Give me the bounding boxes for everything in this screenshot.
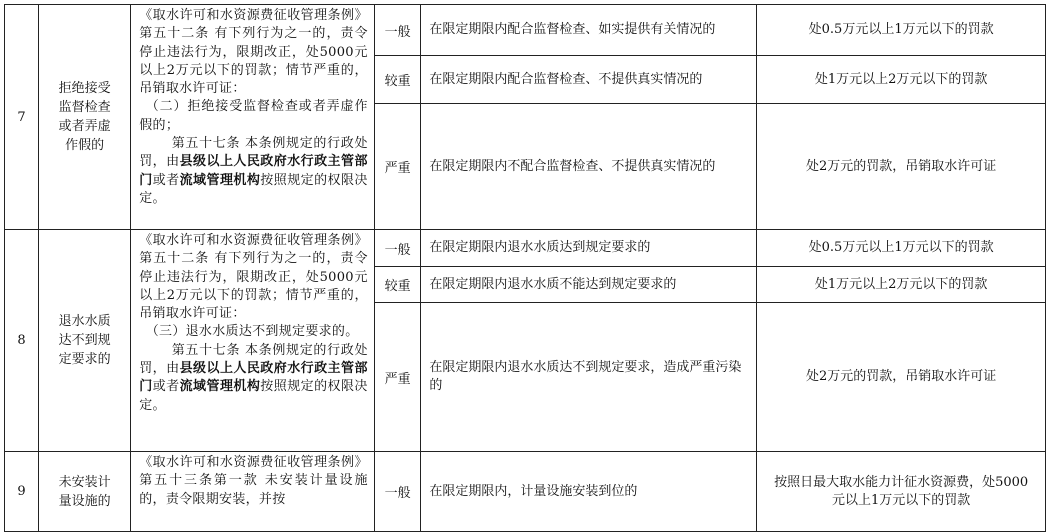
- basis-authority: [139, 342, 368, 415]
- violation-cell: [38, 230, 130, 452]
- basis-article: 《取水许可和水资源费征收管理条例》第五十三条第一款 未安装计量设施的，责令限期安装，并按: [139, 455, 368, 507]
- violation-text: 退水水质达不到规定要求的: [58, 314, 111, 367]
- legal-basis-cell: [131, 5, 375, 230]
- penalty-text: 处2万元的罚款，吊销取水许可证: [806, 369, 997, 384]
- penalty-cell: [757, 267, 1046, 303]
- violation-text: 拒绝接受监督检查或者弄虚作假的: [58, 81, 111, 153]
- authority-bold-1: 县级以上人民政府水行政主管部门: [139, 154, 368, 188]
- authority-or: 或者: [152, 172, 180, 188]
- level-cell: 较重: [374, 267, 421, 303]
- condition-cell: [421, 104, 757, 230]
- basis-authority: [139, 135, 368, 208]
- authority-end: 按照规定的权限决定。: [139, 379, 368, 413]
- row-number: 7: [5, 5, 39, 230]
- penalty-text: 处1万元以上2万元以下的罚款: [814, 276, 988, 292]
- penalty-text: 处0.5万元以上1万元以下的罚款: [808, 240, 994, 255]
- row-number: 9: [5, 452, 39, 532]
- authority-or: 或者: [152, 379, 180, 395]
- penalty-cell: [757, 104, 1046, 230]
- penalty-text: 处0.5万元以上1万元以下的罚款: [808, 22, 994, 37]
- condition-text: 在限定期限内退水水质不能达到规定要求的: [429, 276, 677, 292]
- level-cell: 一般: [374, 452, 421, 532]
- row-number: 8: [5, 230, 39, 452]
- authority-bold-2: 流域管理机构: [179, 172, 261, 188]
- level-cell: 严重: [374, 303, 421, 452]
- condition-cell: [421, 267, 757, 303]
- basis-clause: （三）退水水质达不到规定要求的。: [145, 324, 359, 340]
- table-row: [5, 5, 1046, 56]
- condition-text: 在限定期限内退水水质达不到规定要求，造成严重污染的: [429, 360, 742, 393]
- basis-article: 《取水许可和水资源费征收管理条例》第五十二条 有下列行为之一的，责令停止违法行为，限期改正，处5000元以上2万元以下的罚款；情节严重的，吊销取水许可证：: [139, 8, 368, 97]
- penalty-text: 处2万元的罚款，吊销取水许可证: [806, 158, 997, 174]
- condition-cell: [421, 303, 757, 452]
- authority-bold-2: 流域管理机构: [179, 379, 261, 395]
- violation-text: 未安装计量设施的: [58, 474, 111, 509]
- penalty-discretion-table: [4, 4, 1046, 532]
- penalty-cell: [757, 56, 1046, 104]
- authority-text: 第五十七条 本条例规定的行政处罚，由: [139, 342, 368, 377]
- condition-text: 在限定期限内不配合监督检查、不提供真实情况的: [429, 158, 716, 174]
- condition-cell: [421, 452, 757, 532]
- level-cell: 严重: [374, 104, 421, 230]
- penalty-cell: [757, 452, 1046, 532]
- penalty-text: 处1万元以上2万元以下的罚款: [814, 71, 988, 87]
- legal-basis-cell: [131, 452, 375, 532]
- table-row: [5, 230, 1046, 267]
- legal-basis-cell: [131, 230, 375, 452]
- basis-article: 《取水许可和水资源费征收管理条例》第五十二条 有下列行为之一的，责令停止违法行为，限期改正，处5000元以上2万元以下的罚款；情节严重的，吊销取水许可证：: [139, 233, 368, 322]
- condition-text: 在限定期限内配合监督检查、不提供真实情况的: [429, 71, 703, 87]
- basis-clause: （二）拒绝接受监督检查或者弄虚作假的；: [139, 99, 368, 133]
- authority-end: 按照规定的权限决定。: [139, 172, 368, 206]
- condition-cell: [421, 230, 757, 267]
- violation-cell: [38, 452, 130, 532]
- condition-cell: [421, 56, 757, 104]
- violation-cell: [38, 5, 130, 230]
- authority-bold-1: 县级以上人民政府水行政主管部门: [139, 361, 368, 395]
- penalty-text: 按照日最大取水能力计征水资源费，处5000元以上1万元以下的罚款: [774, 474, 1029, 508]
- condition-text: 在限定期限内退水水质达到规定要求的: [429, 240, 651, 255]
- condition-cell: [421, 5, 757, 56]
- level-cell: 较重: [374, 56, 421, 104]
- authority-text: 第五十七条 本条例规定的行政处罚，由: [139, 136, 368, 170]
- level-cell: 一般: [374, 5, 421, 56]
- penalty-cell: [757, 303, 1046, 452]
- level-cell: 一般: [374, 230, 421, 267]
- condition-text: 在限定期限内，计量设施安装到位的: [429, 483, 638, 499]
- table-row: [5, 452, 1046, 532]
- condition-text: 在限定期限内配合监督检查、如实提供有关情况的: [429, 22, 716, 37]
- penalty-cell: [757, 5, 1046, 56]
- penalty-cell: [757, 230, 1046, 267]
